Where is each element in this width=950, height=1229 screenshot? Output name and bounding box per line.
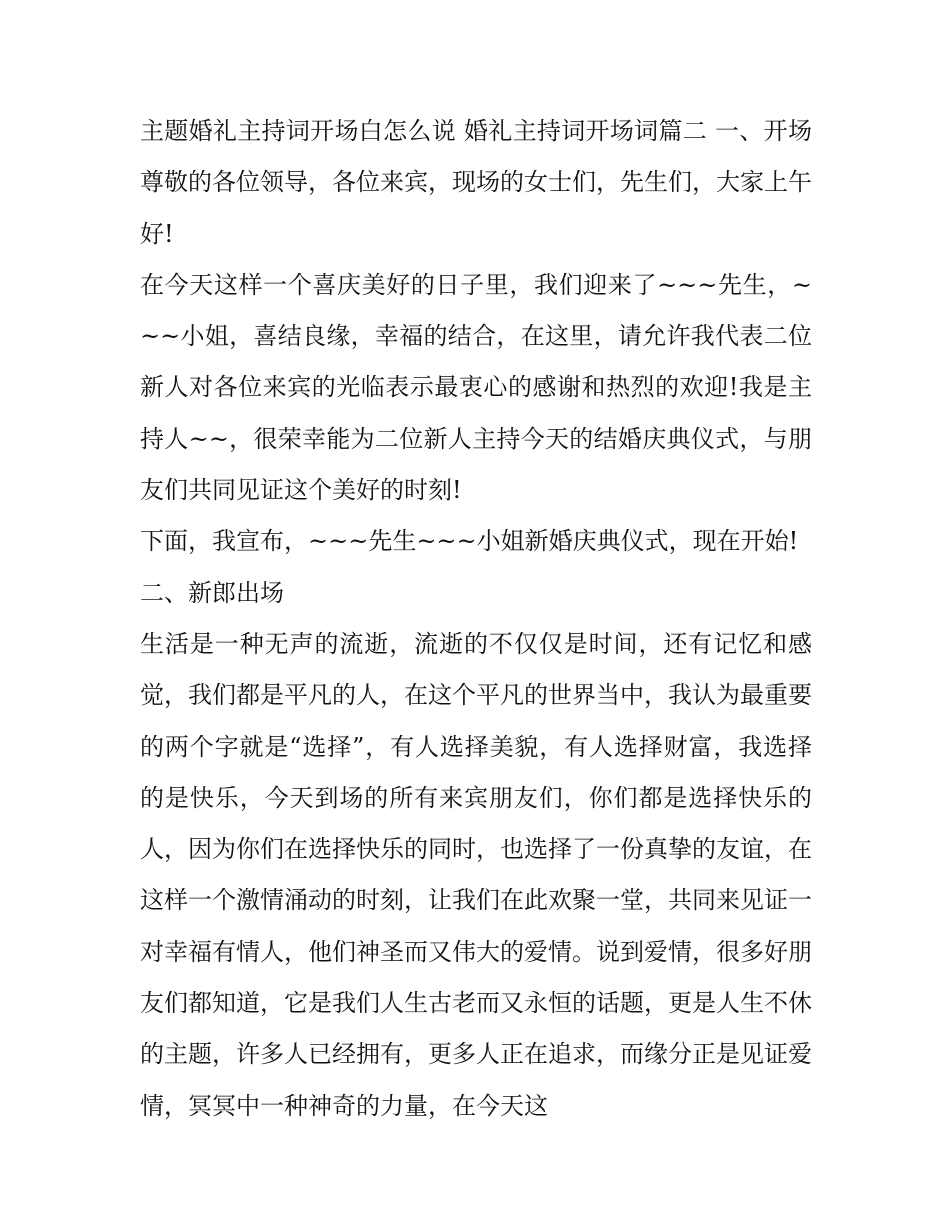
paragraph-welcome: 在今天这样一个喜庆美好的日子里，我们迎来了~~~先生，~~~小姐，喜结良缘，幸福的结合，在这里，请允许我代表二位新人对各位来宾的光临表示最衷心的感谢和热烈的欢迎!我是主持人~~，很荣幸能为二位新人主持今天的结婚庆典仪式，与朋友们共同见证这个美好的时刻!: [140, 270, 812, 505]
document-page: [140, 106, 812, 1132]
section-heading-groom-entrance: 二、新郎出场: [140, 578, 284, 607]
paragraph-announcement: 下面，我宣布，~~~先生~~~小姐新婚庆典仪式，现在开始!: [140, 527, 799, 556]
paragraph-opening: 主题婚礼主持词开场白怎么说 婚礼主持词开场词篇二 一、开场 尊敬的各位领导，各位来宾，现场的女士们，先生们，大家上午好!: [140, 117, 812, 248]
paragraph-groom-speech: 生活是一种无声的流逝，流逝的不仅仅是时间，还有记忆和感觉，我们都是平凡的人，在这个平凡的世界当中，我认为最重要的两个字就是“选择”，有人选择美貌，有人选择财富，我选择的是快乐，今天到场的所有来宾朋友们，你们都是选择快乐的人，因为你们在选择快乐的同时，也选择了一份真挚的友谊，在这样一个激情涌动的时刻，让我们在此欢聚一堂，共同来见证一对幸福有情人，他们神圣而又伟大的爱情。说到爱情，很多好朋友们都知道，它是我们人生古老而又永恒的话题，更是人生不休的主题，许多人已经拥有，更多人正在追求，而缘分正是见证爱情，冥冥中一种神奇的力量，在今天这: [140, 629, 812, 1120]
